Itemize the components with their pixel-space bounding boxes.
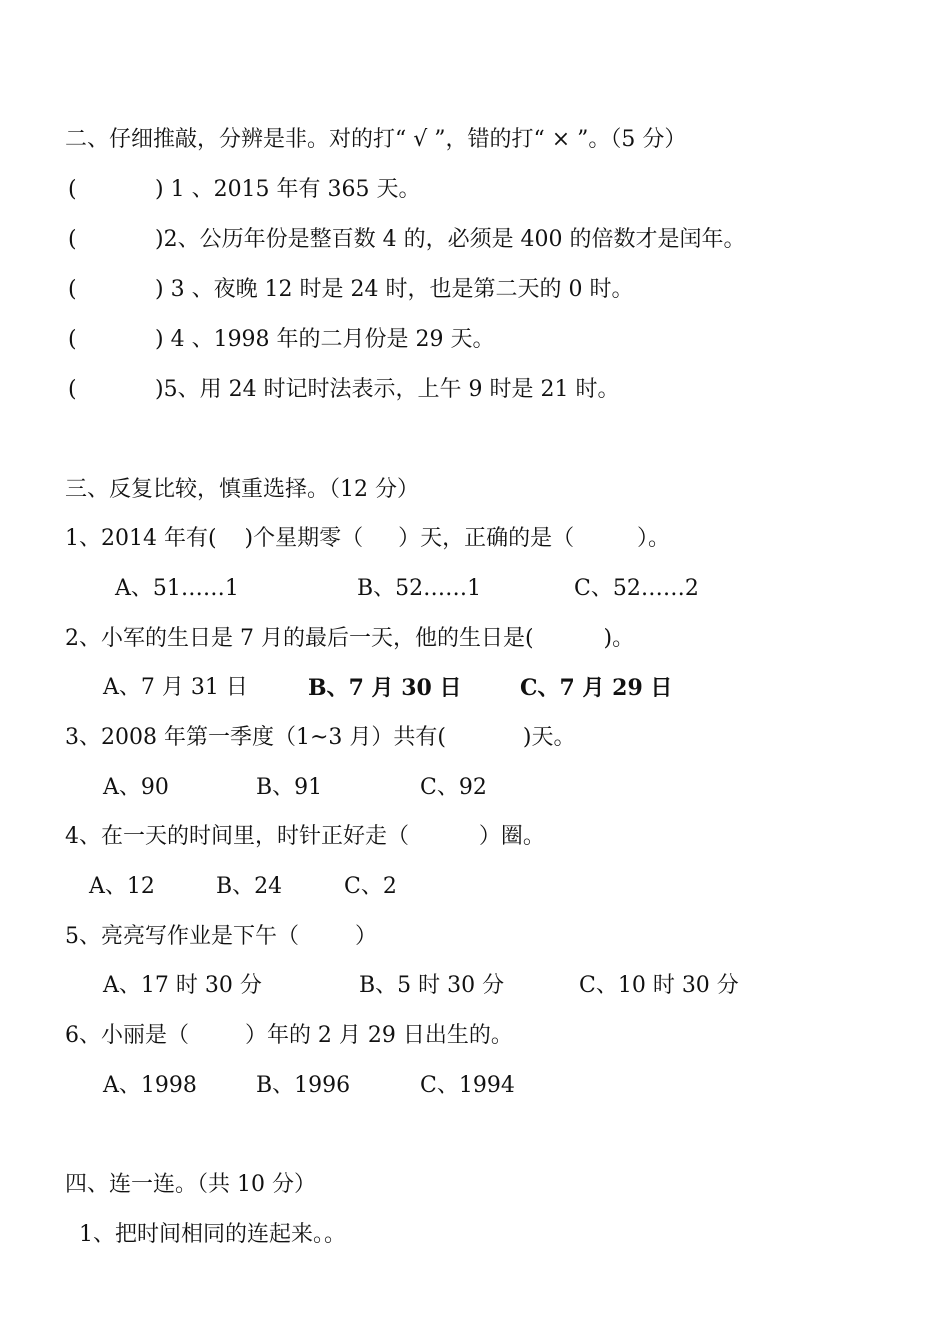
tf-paren-5[interactable]: ( bbox=[68, 377, 77, 402]
tf-paren-3[interactable]: ( bbox=[68, 277, 77, 302]
tf-paren-1[interactable]: ( bbox=[68, 177, 77, 202]
q1-option-b[interactable]: B、52……1 bbox=[357, 576, 482, 601]
question-1-text: 1、2014 年有( )个星期零（ ）天，正确的是（ ）。 bbox=[65, 526, 671, 551]
q6-option-c[interactable]: C、1994 bbox=[420, 1073, 515, 1098]
q1-option-a[interactable]: A、51……1 bbox=[115, 576, 239, 601]
q4-option-a[interactable]: A、12 bbox=[89, 874, 155, 899]
q3-option-c[interactable]: C、92 bbox=[420, 775, 487, 800]
q3-option-b[interactable]: B、91 bbox=[256, 775, 323, 800]
tf-statement-1: ) 1 、2015 年有 365 天。 bbox=[155, 177, 421, 202]
q4-option-c[interactable]: C、2 bbox=[344, 874, 397, 899]
q2-option-c[interactable]: C、7 月 29 日 bbox=[520, 675, 673, 701]
tf-paren-4[interactable]: ( bbox=[68, 327, 77, 352]
q3-option-a[interactable]: A、90 bbox=[103, 775, 169, 800]
q5-option-b[interactable]: B、5 时 30 分 bbox=[359, 973, 505, 998]
tf-statement-3: ) 3 、夜晚 12 时是 24 时，也是第二天的 0 时。 bbox=[155, 277, 634, 302]
question-3-text: 3、2008 年第一季度（1~3 月）共有( )天。 bbox=[65, 725, 576, 750]
q1-option-c[interactable]: C、52……2 bbox=[574, 576, 699, 601]
section4-item-1: 1、把时间相同的连起来。。 bbox=[79, 1222, 346, 1247]
q5-option-c[interactable]: C、10 时 30 分 bbox=[579, 973, 739, 998]
section4-heading: 四、连一连。（共 10 分） bbox=[65, 1172, 316, 1197]
q2-option-a[interactable]: A、7 月 31 日 bbox=[103, 675, 248, 700]
tf-statement-5: )5、用 24 时记时法表示，上午 9 时是 21 时。 bbox=[155, 377, 620, 402]
question-4-text: 4、在一天的时间里，时针正好走（ ）圈。 bbox=[65, 824, 545, 849]
tf-statement-2: )2、公历年份是整百数 4 的，必须是 400 的倍数才是闰年。 bbox=[155, 227, 746, 252]
section2-heading: 二、仔细推敲，分辨是非。对的打“ √ ”，错的打“ × ”。（5 分） bbox=[65, 127, 687, 152]
question-2-text: 2、小军的生日是 7 月的最后一天，他的生日是( )。 bbox=[65, 626, 635, 651]
tf-paren-2[interactable]: ( bbox=[68, 227, 77, 252]
section3-heading: 三、反复比较，慎重选择。（12 分） bbox=[65, 477, 419, 502]
q6-option-a[interactable]: A、1998 bbox=[103, 1073, 197, 1098]
question-5-text: 5、亮亮写作业是下午（ ） bbox=[65, 924, 377, 949]
tf-statement-4: ) 4 、1998 年的二月份是 29 天。 bbox=[155, 327, 495, 352]
q2-option-b[interactable]: B、7 月 30 日 bbox=[308, 675, 462, 701]
q5-option-a[interactable]: A、17 时 30 分 bbox=[103, 973, 262, 998]
q4-option-b[interactable]: B、24 bbox=[216, 874, 283, 899]
q6-option-b[interactable]: B、1996 bbox=[256, 1073, 351, 1098]
question-6-text: 6、小丽是（ ）年的 2 月 29 日出生的。 bbox=[65, 1023, 513, 1048]
